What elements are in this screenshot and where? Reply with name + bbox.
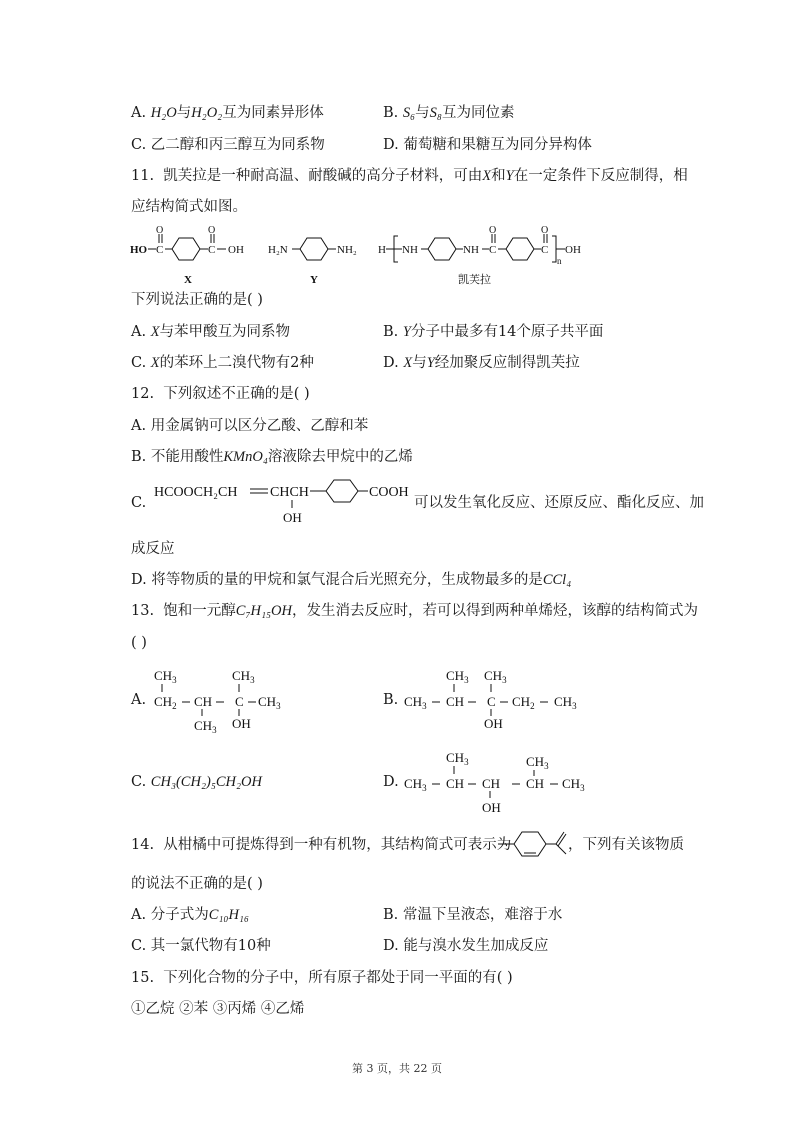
svg-text:O: O <box>541 226 549 236</box>
svg-text:CH3: $CH_3$ <box>404 694 427 711</box>
svg-text:H: H <box>378 244 386 256</box>
q10-option-a: A. H₂O与H₂O₂互为同素异形体 <box>131 105 324 121</box>
q10-option-b: B. S₆与S₈互为同位素 <box>383 105 515 121</box>
svg-text:C: C <box>156 244 164 256</box>
q14-stem-line1: 14. 从柑橘中可提炼得到一种有机物，其结构简式可表示为 <box>131 837 512 853</box>
q11-structures-svg <box>128 226 708 286</box>
svg-text:CH3: $CH_3$ <box>404 776 427 793</box>
svg-text:CH3: $CH_3$ <box>446 668 469 685</box>
q13-option-a-structure <box>150 664 300 734</box>
svg-text:OH: OH <box>228 244 244 256</box>
q14-option-c: C. 其一氯代物有10种 <box>131 938 271 954</box>
q15-stem: 15. 下列化合物的分子中，所有原子都处于同一平面的有( ) <box>131 970 513 986</box>
svg-text:CH: CH <box>446 776 465 791</box>
svg-text:n: n <box>557 256 562 266</box>
q11-stem-line2: 应结构简式如图。 <box>131 199 247 215</box>
q14-stem-line1-end: ，下列有关该物质 <box>568 837 684 853</box>
q15-items: ①乙烷 ②苯 ③丙烯 ④乙烯 <box>131 1001 305 1017</box>
svg-text:CH3: $CH_3$ <box>554 694 577 711</box>
svg-text:O: O <box>489 226 497 236</box>
q11-prompt: 下列说法正确的是( ) <box>131 292 263 308</box>
q12-option-a: A. 用金属钠可以区分乙酸、乙醇和苯 <box>131 418 369 434</box>
svg-text:CH3: $CH_3$ <box>232 668 255 685</box>
svg-text:CH2: $CH_2$ <box>154 694 177 711</box>
svg-text:OH: OH <box>232 716 251 731</box>
q10-option-c: C. 乙二醇和丙三醇互为同系物 <box>131 137 325 153</box>
q13-paren: ( ) <box>131 635 147 651</box>
svg-text:HCOOCH₂CH: HCOOCH₂CH <box>154 485 238 500</box>
q11-stem-line1: 11. 凯芙拉是一种耐高温、耐酸碱的高分子材料，可由X和Y在一定条件下反应制得，相 <box>131 168 688 184</box>
svg-text:CH: CH <box>194 694 213 709</box>
svg-text:H₂N: H₂N <box>268 244 288 256</box>
page-footer: 第 3 页，共 22 页 <box>352 1062 442 1075</box>
svg-text:CHCH: CHCH <box>270 485 309 500</box>
svg-text:C: C <box>487 694 496 709</box>
structure-y <box>268 238 357 286</box>
q14-stem-line2: 的说法不正确的是( ) <box>131 876 263 892</box>
q12-option-c-label: C. <box>131 495 147 511</box>
structure-x <box>130 226 244 286</box>
q11-structures-figure <box>128 226 708 286</box>
svg-text:NH₂: NH₂ <box>337 244 357 256</box>
q11-option-b: B. Y分子中最多有14个原子共平面 <box>383 324 604 340</box>
q14-limonene-structure <box>496 826 570 862</box>
svg-text:CH3: $CH_3$ <box>562 776 585 793</box>
q12-option-b: B. 不能用酸性KMnO₄溶液除去甲烷中的乙烯 <box>131 449 413 465</box>
svg-text:CH: CH <box>446 694 465 709</box>
q13-option-a-label: A. <box>131 692 147 708</box>
svg-text:Y: Y <box>310 274 318 286</box>
svg-text:C: C <box>489 244 497 256</box>
svg-text:CH3: $CH_3$ <box>484 668 507 685</box>
q11-option-c: C. X的苯环上二溴代物有2种 <box>131 355 314 371</box>
svg-text:CH3: $CH_3$ <box>194 718 217 734</box>
svg-text:CH3: $CH_3$ <box>154 668 177 685</box>
q14-option-a: A. 分子式为C₁₀H₁₆ <box>131 907 250 923</box>
q12-stem: 12. 下列叙述不正确的是( ) <box>131 386 310 402</box>
q13-stem: 13. 饱和一元醇C₇H₁₅OH，发生消去反应时，若可以得到两种单烯烃，该醇的结构简式为 <box>131 603 698 619</box>
svg-text:CH2: $CH_2$ <box>512 694 535 711</box>
svg-text:X: X <box>184 274 192 286</box>
structure-kevlar <box>378 226 581 286</box>
svg-text:COOH: COOH <box>369 485 409 500</box>
q12-option-c-text: 可以发生氧化反应、还原反应、酯化反应、加 <box>414 495 704 511</box>
svg-text:NH: NH <box>463 244 479 256</box>
q14-option-b: B. 常温下呈液态，难溶于水 <box>383 907 563 923</box>
svg-text:OH: OH <box>565 244 581 256</box>
svg-text:OH: OH <box>482 800 501 815</box>
q12-option-c-structure <box>150 476 418 528</box>
svg-text:OH: OH <box>484 716 503 731</box>
q13-option-b-structure <box>402 664 602 734</box>
svg-text:NH: NH <box>402 244 418 256</box>
svg-text:OH: OH <box>283 510 302 525</box>
svg-text:C: C <box>235 694 244 709</box>
svg-text:HO: HO <box>130 244 148 256</box>
svg-text:CH: CH <box>526 776 545 791</box>
svg-text:C: C <box>541 244 549 256</box>
svg-text:O: O <box>156 226 164 236</box>
svg-text:O: O <box>208 226 216 236</box>
q11-option-d: D. X与Y经加聚反应制得凯芙拉 <box>383 355 580 371</box>
q13-option-b-label: B. <box>383 692 399 708</box>
svg-text:CH3: $CH_3$ <box>446 750 469 767</box>
q13-option-d-label: D. <box>383 774 399 790</box>
q13-option-c: C. CH₃(CH₂)₅CH₂OH <box>131 774 262 790</box>
svg-text:CH3: $CH_3$ <box>258 694 281 711</box>
q11-option-a: A. X与苯甲酸互为同系物 <box>131 324 291 340</box>
svg-text:C: C <box>208 244 216 256</box>
q12-option-c-text-cont: 成反应 <box>131 541 175 557</box>
svg-text:凯芙拉: 凯芙拉 <box>458 274 491 286</box>
svg-text:CH: CH <box>482 776 501 791</box>
q10-option-d: D. 葡萄糖和果糖互为同分异构体 <box>383 137 592 153</box>
svg-text:CH3: $CH_3$ <box>526 754 549 771</box>
q14-option-d: D. 能与溴水发生加成反应 <box>383 938 549 954</box>
q13-option-d-structure <box>402 746 602 818</box>
q12-option-d: D. 将等物质的量的甲烷和氯气混合后光照充分，生成物最多的是CCl₄ <box>131 572 572 588</box>
